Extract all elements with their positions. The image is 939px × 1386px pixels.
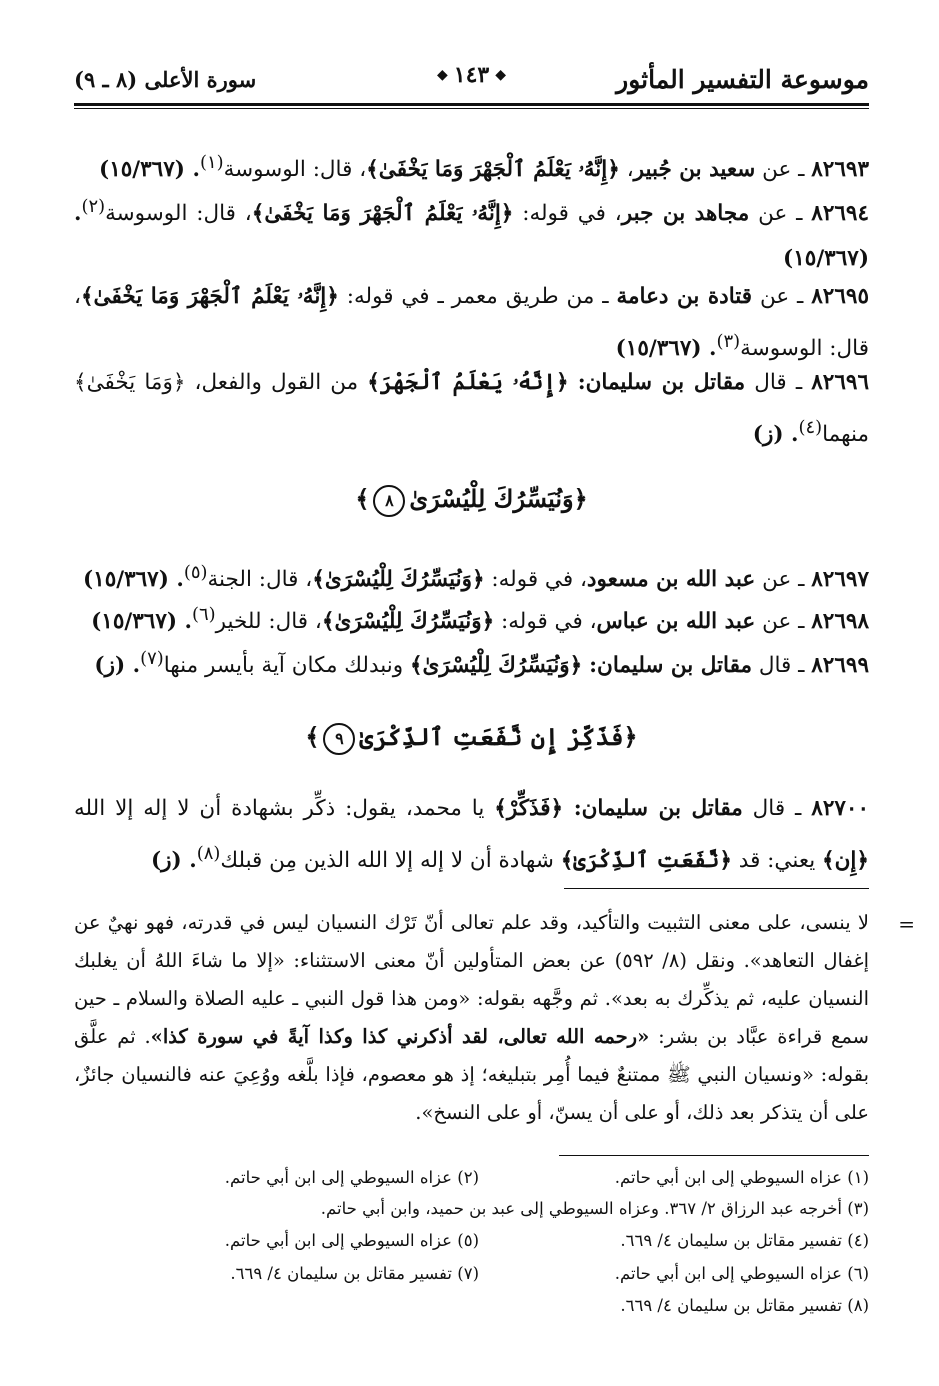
ayah-heading: ﴿فَذَكِّرْ إِن نَّفَعَتِ ٱلذِّكْرَىٰ٩﴾ [74, 722, 869, 755]
footnote: (٤) تفسير مقاتل بن سليمان ٤/ ٦٦٩. [620, 1231, 869, 1250]
narration-entry: ٨٢٦٩٥ ـ عن قتادة بن دعامة ـ من طريق معمر ـ في قوله: ﴿إِنَّهُۥ يَعْلَمُ ٱلْجَهْرَ وَمَا يَخْفَىٰ﴾، قال: الوسوسة$^{(٣)}$. (١٥/٣٦٧) [74, 284, 869, 362]
source-ref: . (١٥/٣٦٧) [99, 157, 200, 183]
footnote: (٥) عزاه السيوطي إلى ابن أبي حاتم. [224, 1231, 479, 1250]
editor-note: لا ينسى، على معنى التثبيت والتأكيد، وقد علم تعالى أنّ تَرْك النسيان ليس في قدرته، فهو نهيٌ عن إغفال التعاهد». ونقل (٨/ ٥٩٢) عن بعض المتأولين أنّ معنى الاستثناء: «إلا ما شاءَ اللهُ أن يغلبك النسيان عليه، ثم يذكِّرك به بعد». ثم وجَّهه بقوله: «ومن هذا قول النبي ـ عليه الصلاة والسلام ـ حين سمع قراءة عبَّاد بن بشر: «رحمه الله تعالى، لقد أذكرني كذا وكذا آيةً في سورة كذا». ثم علَّق بقوله: «ونسيان النبي ﷺ ممتنعٌ فيما أُمِر بتبليغه؛ إذ هو معصوم، فإذا بلَّغه ووُعِيَ عنه فالنسيان جائزٌ، على أن يتذكر بعد ذلك، أو على أن يسنّ، أو على النسخ». [74, 911, 869, 1124]
footnote-ref: (٧) [140, 648, 164, 669]
footnote-ref: (٢) [81, 196, 106, 217]
narrator-name: عبد الله بن مسعود [586, 567, 756, 593]
surah-title: سورة الأعلى (٨ ـ ٩) [74, 66, 257, 92]
footnote-ref: (٤) [798, 417, 823, 438]
narration-entry: ٨٢٦٩٧ ـ عن عبد الله بن مسعود، في قوله: ﴿وَنُيَسِّرُكَ لِلْيُسْرَىٰ﴾، قال: الجنة$^{(٥)}$. (١٥/٣٦٧) [82, 562, 869, 593]
ayah-number-icon: ٨ [373, 485, 405, 517]
quran-quote: ﴿إِن﴾ [822, 848, 869, 874]
footnote: (٧) تفسير مقاتل بن سليمان ٤/ ٦٦٩. [230, 1264, 479, 1283]
narration-entry: ٨٢٦٩٣ ـ عن سعيد بن جُبير، ﴿إِنَّهُۥ يَعْلَمُ ٱلْجَهْرَ وَمَا يَخْفَىٰ﴾، قال: الوسوسة$^{(١)}$. (١٥/٣٦٧) [99, 152, 869, 183]
narration-entry: ٨٢٧٠٠ ـ قال مقاتل بن سليمان: ﴿فَذَكِّرْ﴾ يا محمد، يقول: ذكِّر بشهادة أن لا إله إلا الله ﴿إِن﴾ يعني: قد ﴿نَّفَعَتِ ٱلذِّكْرَىٰ﴾ شهادة أن لا إله إلا الله الذين مِن قبلك$^{(٨)}$. (ز) [74, 796, 870, 874]
hadith-quote: «رحمه الله تعالى، لقد أذكرني كذا وكذا آيةً في سورة كذا» [150, 1025, 650, 1048]
notes-divider [564, 888, 869, 889]
source-ref: . (١٥/٣٦٧) [82, 567, 184, 593]
footnotes-divider [559, 1155, 869, 1156]
narration-entry: ٨٢٦٩٨ ـ عن عبد الله بن عباس، في قوله: ﴿وَنُيَسِّرُكَ لِلْيُسْرَىٰ﴾، قال: للخير$^{(٦)}$. (١٥/٣٦٧) [91, 604, 869, 635]
ornament-icon: ◆ [495, 67, 507, 83]
source-ref: . (ز) [94, 653, 141, 679]
footnote: (٣) أخرجه عبد الرزاق ٢/ ٣٦٧. وعزاه السيوطي إلى عبد بن حميد، وابن أبي حاتم. [320, 1199, 869, 1218]
source-ref: . (١٥/٣٦٧) [91, 609, 193, 635]
footnote-ref: (٨) [196, 843, 221, 864]
source-ref: . (ز) [151, 848, 197, 874]
page-number: ◆ ١٤٣ ◆ [436, 62, 507, 88]
narrator-name: مجاهد بن جبر [621, 201, 750, 227]
ayah-number-icon: ٩ [323, 723, 355, 755]
quran-quote: ﴿إِنَّهُۥ يَعْلَمُ ٱلْجَهْرَ وَمَا يَخْفَىٰ﴾ [251, 201, 514, 227]
source-ref: . (١٥/٣٦٧) [74, 201, 869, 272]
quran-quote: ﴿وَنُيَسِّرُكَ لِلْيُسْرَىٰ﴾ [409, 653, 583, 679]
ayah-heading: ﴿وَنُيَسِّرُكَ لِلْيُسْرَىٰ٨﴾ [74, 484, 869, 517]
footnote-ref: (٦) [192, 604, 216, 625]
header-divider [74, 103, 869, 106]
quran-quote: ﴿نَّفَعَتِ ٱلذِّكْرَىٰ﴾ [560, 848, 732, 874]
footnote: (١) عزاه السيوطي إلى ابن أبي حاتم. [614, 1168, 869, 1187]
footnote-ref: (٣) [716, 331, 741, 352]
running-header [74, 56, 869, 102]
footnote: (٨) تفسير مقاتل بن سليمان ٤/ ٦٦٩. [620, 1296, 869, 1315]
narrator-name: مقاتل بن سليمان: [577, 370, 746, 395]
narration-entry: ٨٢٦٩٩ ـ قال مقاتل بن سليمان: ﴿وَنُيَسِّرُكَ لِلْيُسْرَىٰ﴾ ونبدلك مكان آية بأيسر منها$^{(٧)}$. (ز) [94, 648, 869, 679]
narrator-name: سعيد بن جُبير [633, 157, 756, 183]
source-ref: . (١٥/٣٦٧) [615, 336, 717, 362]
continuation-mark: = [898, 912, 915, 936]
book-title: موسوعة التفسير المأثور [616, 64, 869, 94]
ornament-icon: ◆ [436, 67, 448, 83]
narrator-name: قتادة بن دعامة [616, 284, 753, 309]
narrator-name: مقاتل بن سليمان: [589, 653, 752, 679]
quran-quote: ﴿فَذَكِّرْ﴾ [494, 796, 574, 821]
quran-quote: ﴿وَنُيَسِّرُكَ لِلْيُسْرَىٰ﴾ [312, 567, 485, 593]
quran-quote: ﴿إِنَّهُۥ يَعْلَمُ ٱلْجَهْرَ وَمَا يَخْفَىٰ﴾ [366, 157, 620, 183]
narration-entry: ٨٢٦٩٤ ـ عن مجاهد بن جبر، في قوله: ﴿إِنَّهُۥ يَعْلَمُ ٱلْجَهْرَ وَمَا يَخْفَىٰ﴾، قال: الوسوسة$^{(٢)}$. (١٥/٣٦٧) [74, 196, 870, 272]
header-divider-thin [74, 108, 869, 109]
narration-entry: ٨٢٦٩٦ ـ قال مقاتل بن سليمان: ﴿إِنَّهُۥ يَعْلَمُ ٱلْجَهْرَ﴾ من القول والفعل، ﴿وَمَا يَخْفَىٰ﴾ منهما$^{(٤)}$. (ز) [74, 370, 869, 448]
footnote: (٢) عزاه السيوطي إلى ابن أبي حاتم. [224, 1168, 479, 1187]
quran-quote: ﴿وَنُيَسِّرُكَ لِلْيُسْرَىٰ﴾ [321, 609, 495, 635]
quran-quote: ﴿إِنَّهُۥ يَعْلَمُ ٱلْجَهْرَ﴾ [367, 370, 569, 395]
source-ref: . (ز) [752, 422, 799, 448]
narrator-name: مقاتل بن سليمان: [573, 796, 743, 821]
narrator-name: عبد الله بن عباس [596, 609, 756, 635]
footnote-ref: (١) [199, 152, 224, 173]
footnote: (٦) عزاه السيوطي إلى ابن أبي حاتم. [614, 1264, 869, 1283]
footnote-ref: (٥) [183, 562, 208, 583]
quran-quote: ﴿إِنَّهُۥ يَعْلَمُ ٱلْجَهْرَ وَمَا يَخْفَىٰ﴾ [80, 284, 339, 309]
